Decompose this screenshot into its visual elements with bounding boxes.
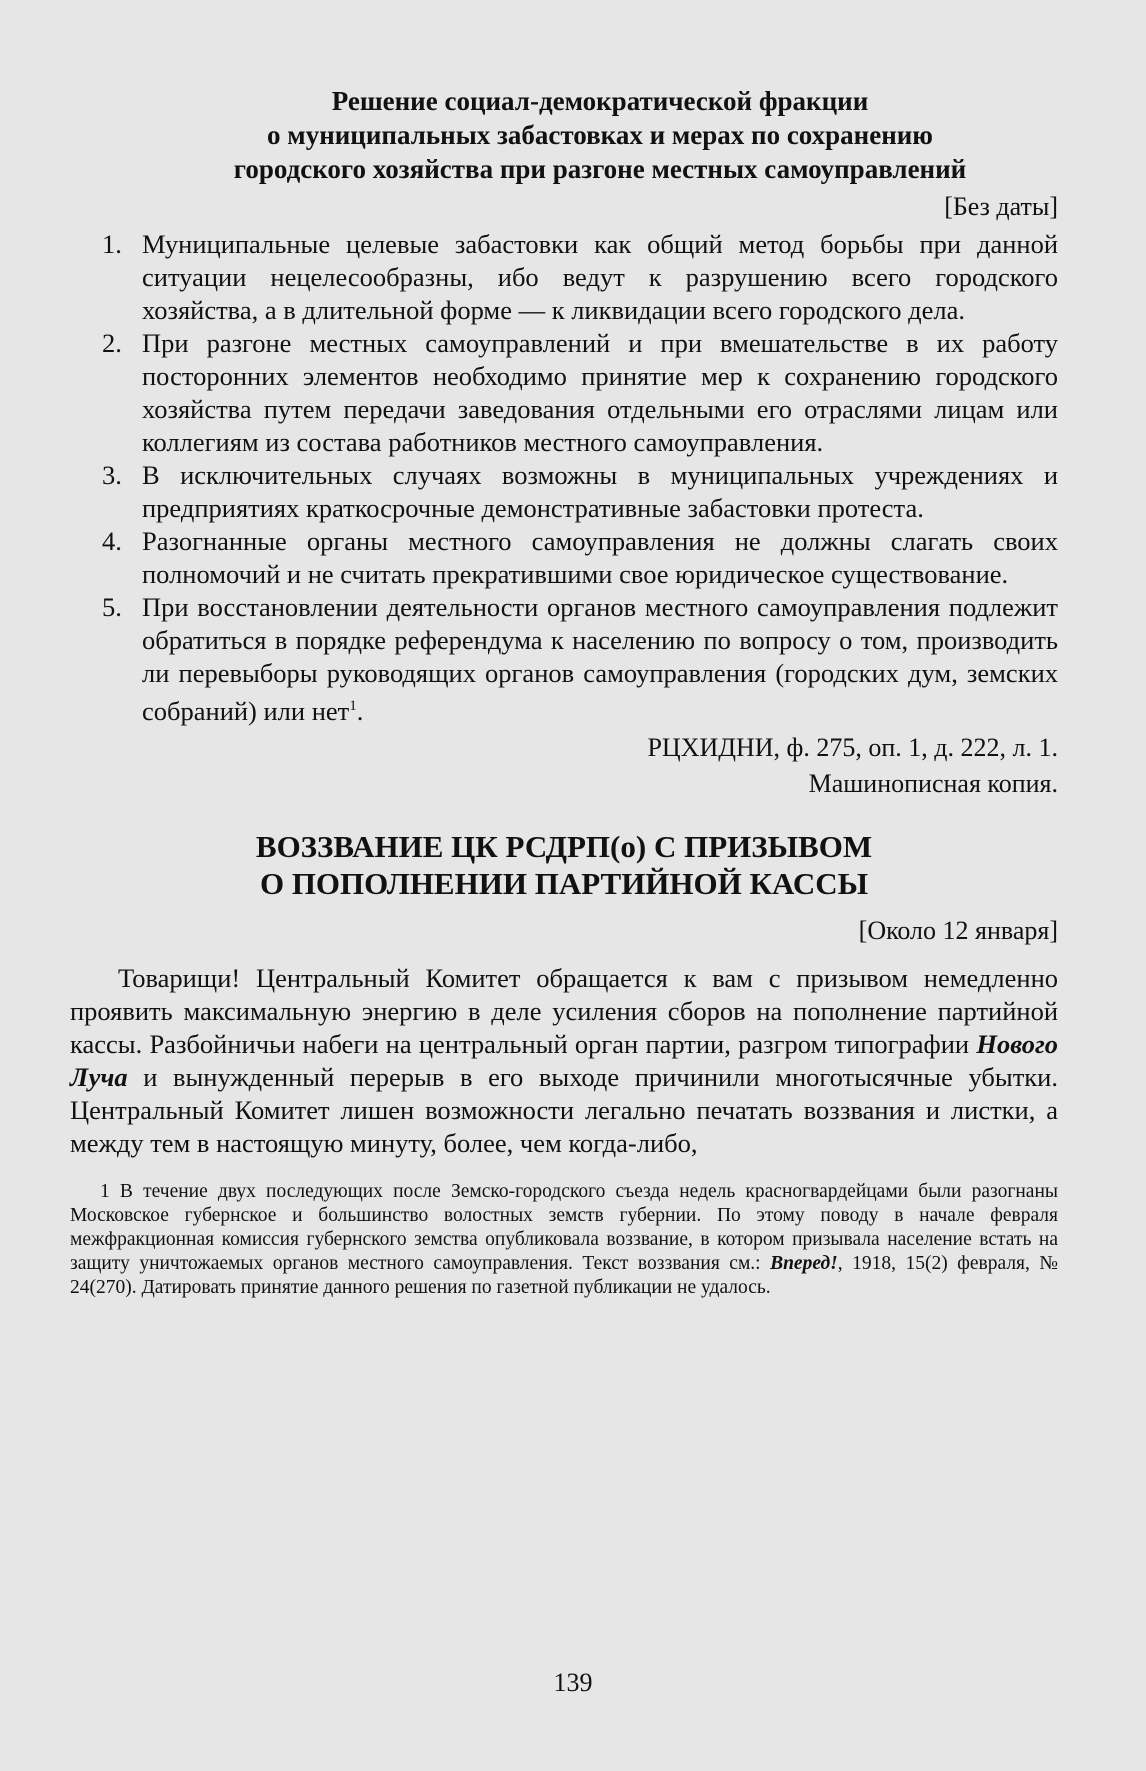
newspaper-name: Нового Луча: [70, 1028, 1058, 1092]
decision-item: [102, 525, 1058, 591]
footnote: [70, 1180, 1058, 1300]
appeal-title-line: О ПОПОЛНЕНИИ ПАРТИЙНОЙ КАССЫ: [259, 865, 869, 901]
decision-title-line: городского хозяйства при разгоне местных самоуправлений: [233, 154, 967, 184]
copy-note: Машинописная копия.: [808, 768, 1058, 798]
footnote-text-start: В течение двух последующих после Земско-городского съезда недель красногвардейцами были разогнаны Московское губернское и большинство волостных земств губернии. По этому поводу в начале февраля межфракционная комиссия губернского земства опубликовала воззвание, в котором призывала население встать на защиту уничтожаемых органов местного самоуправления. Текст воззвания см.:: [70, 1180, 1058, 1274]
item-text: Разогнанные органы местного самоуправления не должны слагать своих полномочий и не считать прекратившими свое юридическое существование.: [142, 526, 1058, 589]
item-text: В исключительных случаях возможны в муниципальных учреждениях и предприятиях краткосрочные демонстративные забастовки протеста.: [142, 460, 1058, 523]
appeal-body: [70, 962, 1058, 1160]
item-number: 1.: [102, 229, 122, 259]
decision-dateline: [Без даты]: [944, 192, 1058, 221]
decision-items: [102, 228, 1058, 728]
footnote-text-end: , 1918, 15(2) февраля, № 24(270). Датировать принятие данного решения по газетной публикации не удалось.: [70, 1252, 1058, 1298]
appeal-body-start: Товарищи! Центральный Комитет обращается к вам с призывом немедленно проявить максимальную энергию в деле усиления сборов на пополнение партийной кассы. Разбойничьи набеги на центральный орган партии, разгром типографии: [70, 962, 1058, 1059]
decision-title-line: о муниципальных забастовках и мерах по сохранению: [267, 120, 933, 150]
appeal-title: [70, 828, 1058, 902]
archive-reference: РЦХИДНИ, ф. 275, оп. 1, д. 222, л. 1.: [647, 732, 1058, 762]
footnote-newspaper: Вперед!: [770, 1252, 838, 1274]
footnote-ref: 1: [349, 698, 357, 714]
decision-item: [102, 228, 1058, 327]
item-number: 5.: [102, 592, 122, 622]
item-text: При разгоне местных самоуправлений и при вмешательстве в их работу посторонних элементов необходимо принятие мер к сохранению городского хозяйства путем передачи заведования отдельными его отраслями лицам или коллегиям из состава работников местного самоуправления.: [142, 328, 1058, 457]
decision-item: [102, 591, 1058, 728]
decision-item: [102, 459, 1058, 525]
item-text-body: При восстановлении деятельности органов местного самоуправления подлежит обратиться в порядке референдума к населению по вопросу о том, производить ли перевыборы руководящих органов самоуправления (городских дум, земских собраний) или нет: [142, 592, 1058, 726]
appeal-body-end: и вынужденный перерыв в его выходе причинили многотысячные убытки. Центральный Комитет лишен возможности легально печатать воззвания и листки, а между тем в настоящую минуту, более, чем когда-либо,: [70, 1061, 1058, 1158]
appeal-dateline: [Около 12 января]: [858, 915, 1058, 945]
item-number: 2.: [102, 328, 122, 358]
decision-title: [142, 84, 1058, 186]
decision-item: [102, 327, 1058, 459]
item-number: 3.: [102, 460, 122, 490]
decision-title-line: Решение социал-демократической фракции: [331, 86, 869, 116]
footnote-marker: 1: [100, 1180, 110, 1202]
decision-section: [70, 84, 1058, 800]
item-text: Муниципальные целевые забастовки как общий метод борьбы при данной ситуации нецелесообразны, ибо ведут к разрушению всего городского хозяйства, а в длительной форме — к ликвидации всего городского дела.: [142, 229, 1058, 325]
item-text: При восстановлении деятельности органов местного самоуправления подлежит обратиться в порядке референдума к населению по вопросу о том, производить ли перевыборы руководящих органов самоуправления (городских дум, земских собраний) или нет$^1$.: [142, 592, 1058, 726]
item-number: 4.: [102, 526, 122, 556]
appeal-title-line: ВОЗЗВАНИЕ ЦК РСДРП(о) С ПРИЗЫВОМ: [255, 828, 873, 864]
page-number: 139: [553, 1668, 593, 1697]
